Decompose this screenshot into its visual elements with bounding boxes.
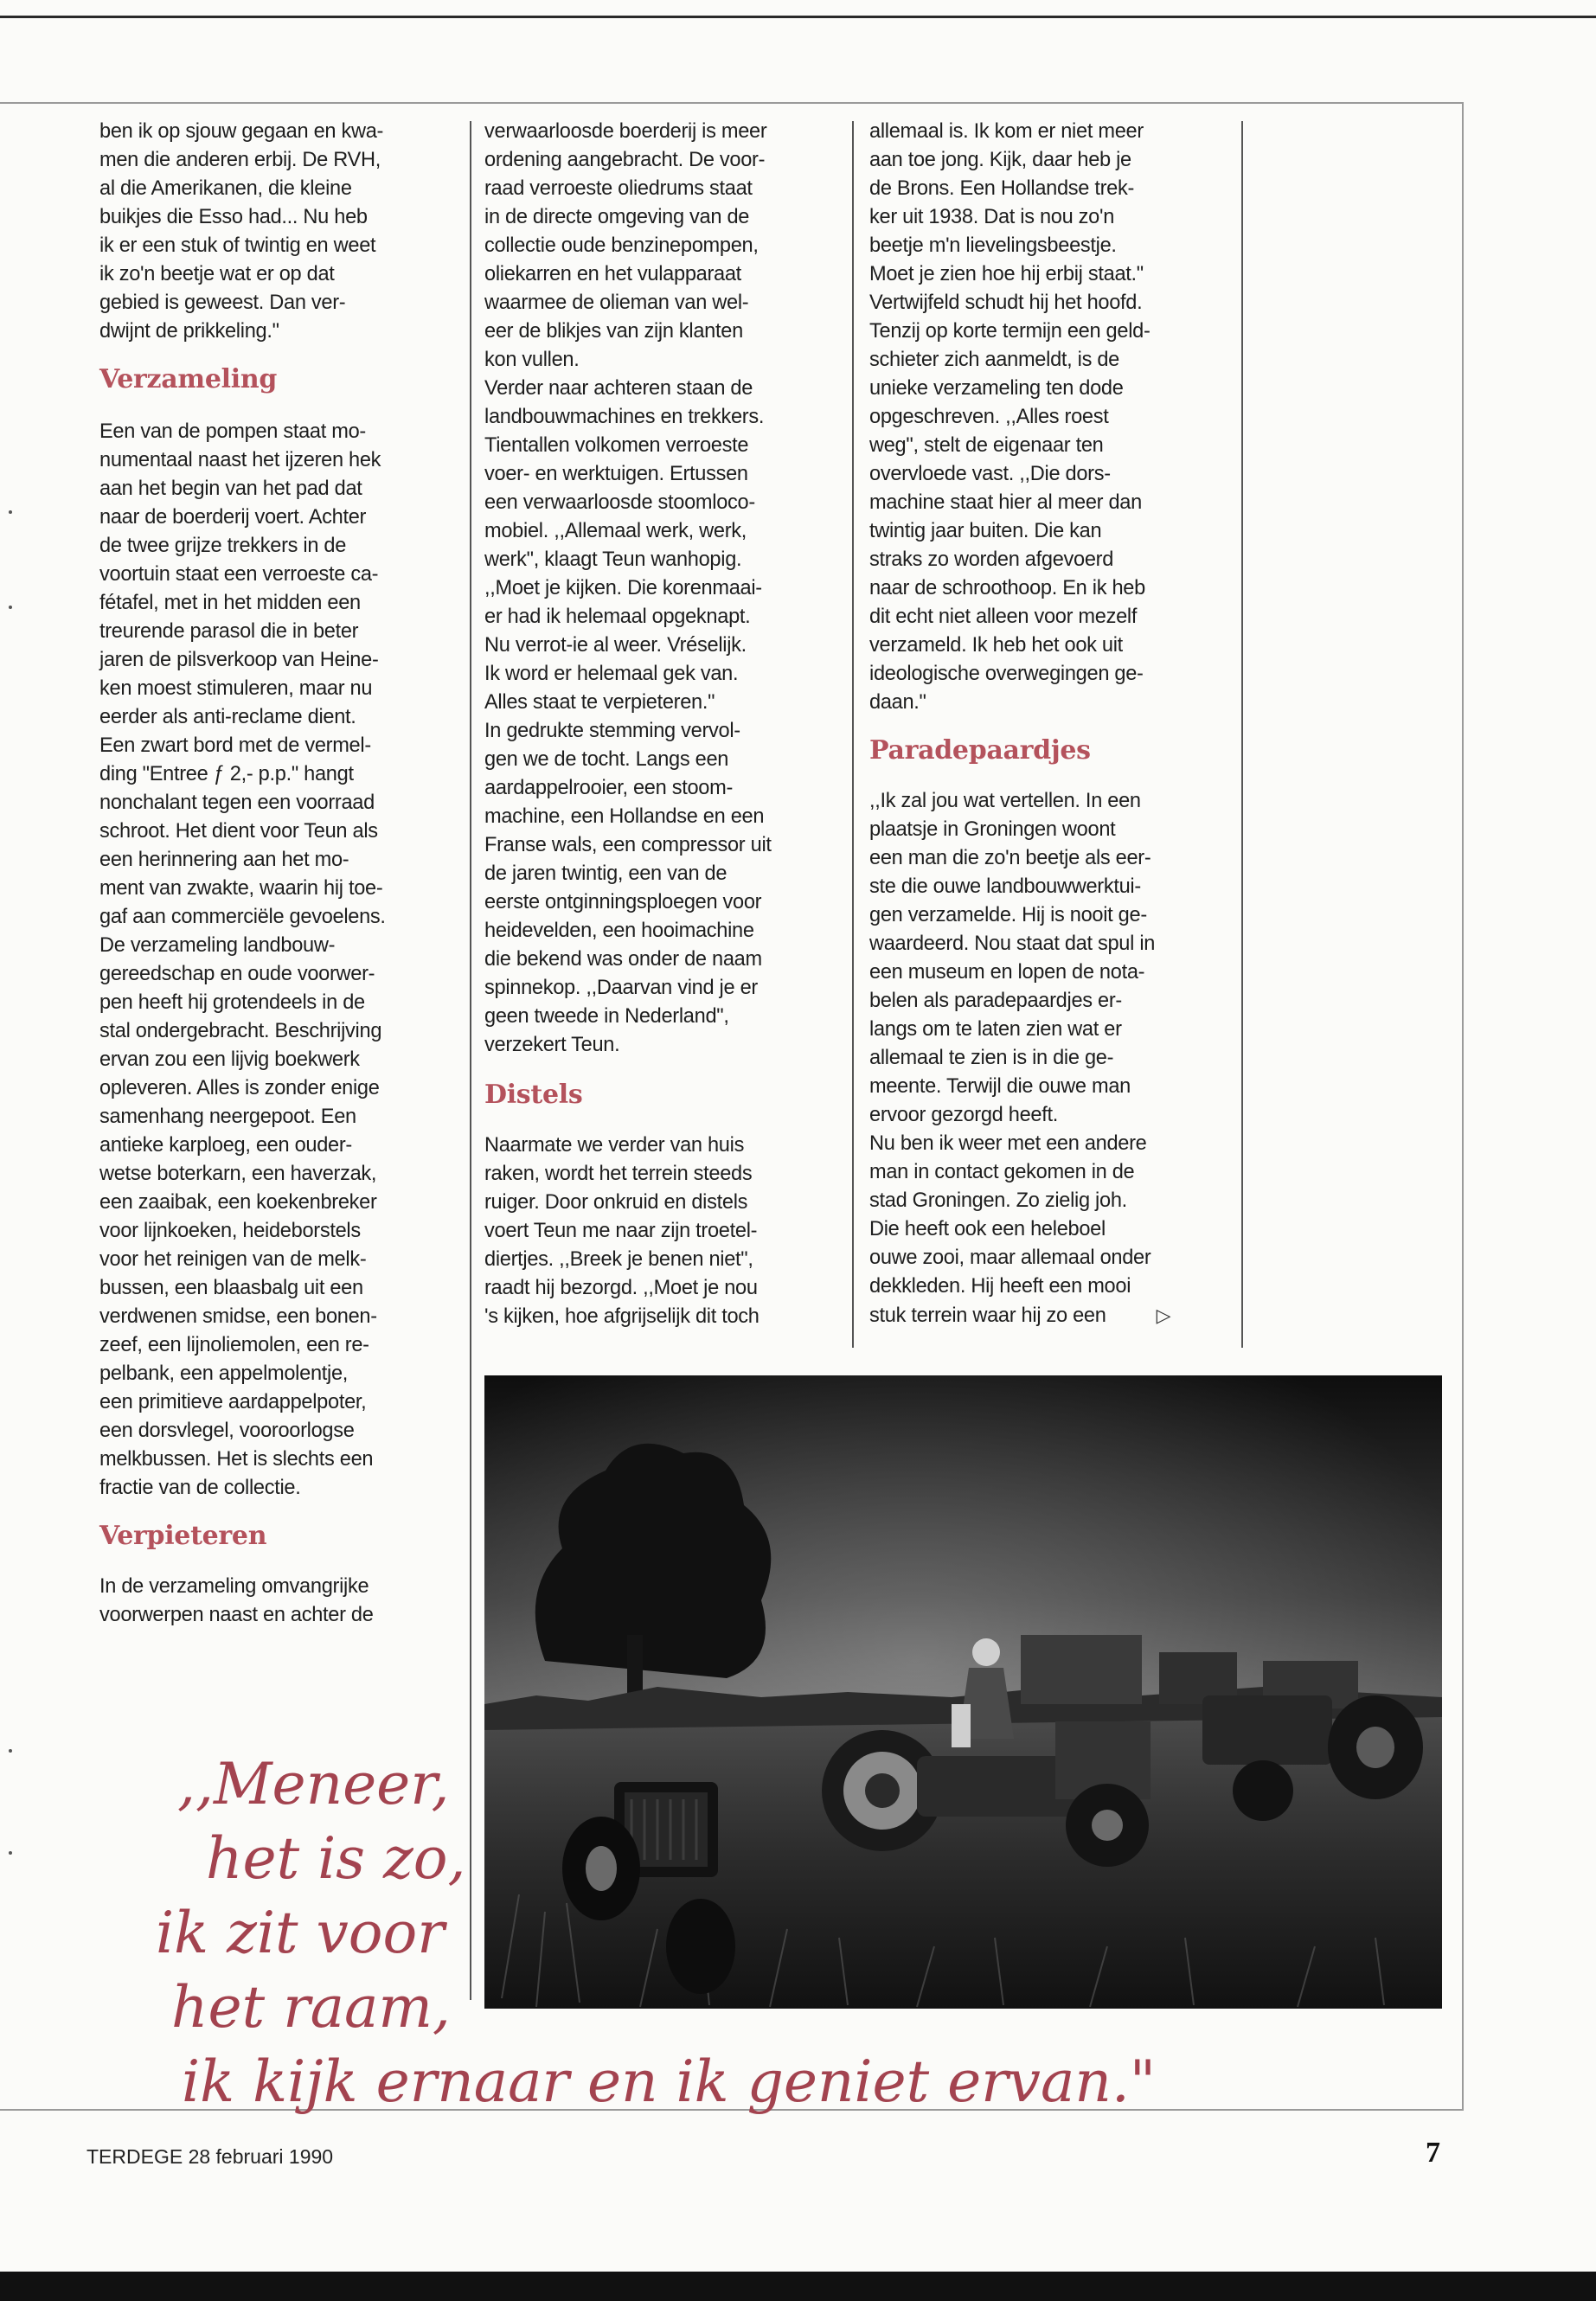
pull-quote-line-3: ik zit voor [156, 1900, 445, 1966]
text-line: ervan zou een lijvig boekwerk [99, 1048, 360, 1071]
text-line: de jaren twintig, een van de [484, 862, 727, 885]
text-line: zeef, een lijnoliemolen, een re- [99, 1334, 369, 1356]
text-line: In gedrukte stemming vervol- [484, 720, 740, 742]
text-line: ouwe zooi, maar allemaal onder [869, 1247, 1151, 1269]
text-line: De verzameling landbouw- [99, 934, 336, 957]
text-line: eer de blikjes van zijn klanten [484, 320, 743, 343]
text-line: Nu verrot-ie al weer. Vréselijk. [484, 634, 747, 657]
continue-arrow-icon: ▷ [1156, 1304, 1171, 1326]
text-line: voor lijnkoeken, heideborstels [99, 1220, 361, 1242]
text-line: beetje m'n lievelingsbeestje. [869, 234, 1117, 257]
text-line: Een zwart bord met de vermel- [99, 734, 371, 757]
text-line: ruiger. Door onkruid en distels [484, 1191, 748, 1214]
text-line: pen heeft hij grotendeels in de [99, 991, 365, 1014]
text-line: raad verroeste oliedrums staat [484, 177, 753, 200]
column-rule-1 [470, 121, 471, 2000]
text-line: een man die zo'n beetje als eer- [869, 847, 1151, 869]
text-line: ordening aangebracht. De voor- [484, 149, 766, 171]
text-line: Verder naar achteren staan de [484, 377, 753, 400]
text-line: ment van zwakte, waarin hij toe- [99, 877, 383, 900]
text-line: diertjes. ,,Breek je benen niet", [484, 1248, 753, 1271]
pull-quote-line-2: het is zo, [206, 1825, 466, 1892]
col1-paragraph-b [99, 418, 463, 1503]
section-heading-verpieteren: Verpieteren [99, 1521, 267, 1551]
text-line: heidevelden, een hooimachine [484, 920, 754, 942]
pull-quote-line-1: ,,Meneer, [177, 1751, 450, 1817]
text-line: een museum en lopen de nota- [869, 961, 1145, 984]
section-heading-verzameling: Verzameling [99, 364, 278, 394]
text-line: meente. Terwijl die ouwe man [869, 1075, 1131, 1098]
text-line: een verwaarloosde stoomloco- [484, 491, 755, 514]
text-line: mobiel. ,,Allemaal werk, werk, [484, 520, 747, 542]
column-2 [484, 118, 843, 1331]
text-line: voor het reinigen van de melk- [99, 1248, 367, 1271]
text-line: gen we de tocht. Langs een [484, 748, 729, 771]
text-line [869, 1301, 1237, 1330]
text-line: verwaarloosde boerderij is meer [484, 120, 767, 143]
text-line: een primitieve aardappelpoter, [99, 1391, 367, 1413]
col3-paragraph-a [869, 118, 1237, 717]
text-line: ideologische overwegingen ge- [869, 663, 1144, 685]
text-line: werk", klaagt Teun wanhopig. [484, 548, 742, 571]
text-line: daan." [869, 691, 926, 714]
text-line: spinnekop. ,,Daarvan vind je er [484, 977, 758, 999]
text-line: Ik word er helemaal gek van. [484, 663, 739, 685]
text-line: gereedschap en oude voorwer- [99, 963, 375, 985]
text-line: treurende parasol die in beter [99, 620, 359, 643]
text-line: naar de schroothoop. En ik heb [869, 577, 1145, 599]
margin-mark [9, 1749, 12, 1753]
text-line: een dorsvlegel, vooroorlogse [99, 1420, 355, 1442]
text-line: allemaal is. Ik kom er niet meer [869, 120, 1144, 143]
text-line: kon vullen. [484, 349, 580, 371]
text-line: gaf aan commerciële gevoelens. [99, 906, 386, 928]
text-line: fétafel, met in het midden een [99, 592, 361, 614]
text-line: Franse wals, een compressor uit [484, 834, 772, 856]
text-line: de twee grijze trekkers in de [99, 535, 347, 557]
text-line: verzekert Teun. [484, 1034, 620, 1056]
text-line: twintig jaar buiten. Die kan [869, 520, 1102, 542]
text-line-last: stuk terrein waar hij zo een [869, 1304, 1106, 1327]
column-1 [99, 118, 463, 1630]
text-line: opgeschreven. ,,Alles roest [869, 406, 1109, 428]
margin-mark [9, 606, 12, 609]
text-line: verdwenen smidse, een bonen- [99, 1305, 377, 1328]
col2-paragraph-a [484, 118, 843, 1060]
text-line: dekkleden. Hij heeft een mooi [869, 1275, 1131, 1298]
tractor-photo-illustration [484, 1375, 1442, 2009]
text-line: aan toe jong. Kijk, daar heb je [869, 149, 1131, 171]
text-line: man in contact gekomen in de [869, 1161, 1135, 1183]
margin-mark [9, 510, 12, 514]
text-line: landbouwmachines en trekkers. [484, 406, 765, 428]
text-line: ,,Moet je kijken. Die korenmaai- [484, 577, 762, 599]
text-line: Nu ben ik weer met een andere [869, 1132, 1147, 1155]
text-line: gebied is geweest. Dan ver- [99, 292, 346, 314]
text-line: ik zo'n beetje wat er op dat [99, 263, 335, 285]
text-line: pelbank, een appelmolentje, [99, 1362, 349, 1385]
text-line: ervoor gezorgd heeft. [869, 1104, 1058, 1126]
text-line: er had ik helemaal opgeknapt. [484, 606, 751, 628]
text-line: ding "Entree ƒ 2,- p.p." hangt [99, 763, 354, 785]
footer-issue-date: TERDEGE 28 februari 1990 [87, 2145, 334, 2168]
text-line: opleveren. Alles is zonder enige [99, 1077, 380, 1099]
col1-paragraph-a [99, 118, 463, 346]
text-line: raadt hij bezorgd. ,,Moet je nou [484, 1277, 758, 1299]
text-line: een zaaibak, een koekenbreker [99, 1191, 377, 1214]
text-line: 's kijken, hoe afgrijselijk dit toch [484, 1305, 760, 1328]
text-line: ken moest stimuleren, maar nu [99, 677, 373, 700]
text-line: aardappelrooier, een stoom- [484, 777, 734, 799]
text-line: collectie oude benzinepompen, [484, 234, 759, 257]
margin-mark [9, 1851, 12, 1855]
text-line: waardeerd. Nou staat dat spul in [869, 933, 1156, 955]
top-rule [0, 16, 1596, 18]
col3-paragraph-b [869, 787, 1237, 1330]
text-line: voorwerpen naast en achter de [99, 1604, 374, 1626]
text-line: Tientallen volkomen verroeste [484, 434, 749, 457]
text-line: stad Groningen. Zo zielig joh. [869, 1189, 1127, 1212]
text-line: belen als paradepaardjes er- [869, 990, 1122, 1012]
text-line: Alles staat te verpieteren." [484, 691, 715, 714]
text-line: eerste ontginningsploegen voor [484, 891, 762, 913]
section-heading-distels: Distels [484, 1080, 583, 1110]
text-line: machine staat hier al meer dan [869, 491, 1142, 514]
text-line: fractie van de collectie. [99, 1477, 301, 1499]
text-line: ,,Ik zal jou wat vertellen. In een [869, 790, 1141, 812]
scan-bottom-edge [0, 2272, 1596, 2301]
text-line: In de verzameling omvangrijke [99, 1575, 369, 1598]
column-rule-2 [852, 121, 854, 1348]
text-line: waarmee de olieman van wel- [484, 292, 749, 314]
text-line: numentaal naast het ijzeren hek [99, 449, 381, 471]
text-line: Vertwijfeld schudt hij het hoofd. [869, 292, 1143, 314]
text-line: samenhang neergepoot. Een [99, 1106, 356, 1128]
text-line: ste die ouwe landbouwwerktui- [869, 875, 1141, 898]
text-line: allemaal te zien is in die ge- [869, 1047, 1114, 1069]
page-number: 7 [1426, 2137, 1440, 2169]
text-line: stal ondergebracht. Beschrijving [99, 1020, 382, 1042]
text-line: gen verzamelde. Hij is nooit ge- [869, 904, 1147, 926]
pull-quote-line-4: het raam, [171, 1974, 451, 2041]
text-line: machine, een Hollandse en een [484, 805, 765, 828]
text-line: weg", stelt de eigenaar ten [869, 434, 1104, 457]
pull-quote-line-5: ik kijk ernaar en ik geniet ervan." [182, 2048, 1157, 2115]
text-line: jaren de pilsverkoop van Heine- [99, 649, 379, 671]
text-line: ik er een stuk of twintig en weet [99, 234, 376, 257]
text-line: dwijnt de prikkeling." [99, 320, 279, 343]
text-line: ker uit 1938. Dat is nou zo'n [869, 206, 1115, 228]
text-line: voer- en werktuigen. Ertussen [484, 463, 748, 485]
text-line: die bekend was onder de naam [484, 948, 762, 971]
text-line: de Brons. Een Hollandse trek- [869, 177, 1135, 200]
text-line: overvloede vast. ,,Die dors- [869, 463, 1111, 485]
text-line: eerder als anti-reclame dient. [99, 706, 356, 728]
text-line: Moet je zien hoe hij erbij staat." [869, 263, 1144, 285]
text-line: straks zo worden afgevoerd [869, 548, 1114, 571]
tractor-photo [484, 1375, 1442, 2009]
col2-paragraph-b [484, 1131, 843, 1331]
column-rule-3 [1241, 121, 1243, 1348]
text-line: buikjes die Esso had... Nu heb [99, 206, 368, 228]
text-line: antieke karploeg, een ouder- [99, 1134, 352, 1157]
text-line: nonchalant tegen een voorraad [99, 792, 375, 814]
text-line: Naarmate we verder van huis [484, 1134, 745, 1157]
text-line: in de directe omgeving van de [484, 206, 750, 228]
text-line: al die Amerikanen, die kleine [99, 177, 352, 200]
text-line: oliekarren en het vulapparaat [484, 263, 741, 285]
text-line: ben ik op sjouw gegaan en kwa- [99, 120, 384, 143]
section-heading-paradepaardjes: Paradepaardjes [869, 735, 1091, 766]
text-line: dit echt niet alleen voor mezelf [869, 606, 1138, 628]
text-line: raken, wordt het terrein steeds [484, 1163, 753, 1185]
column-3 [869, 118, 1237, 1330]
text-line: wetse boterkarn, een haverzak, [99, 1163, 377, 1185]
text-line: schieter zich aanmeldt, is de [869, 349, 1119, 371]
text-line: Tenzij op korte termijn een geld- [869, 320, 1151, 343]
text-line: Die heeft ook een heleboel [869, 1218, 1106, 1240]
text-line: langs om te laten zien wat er [869, 1018, 1122, 1041]
text-line: unieke verzameling ten dode [869, 377, 1124, 400]
text-line: plaatsje in Groningen woont [869, 818, 1116, 841]
text-line: melkbussen. Het is slechts een [99, 1448, 374, 1471]
text-line: men die anderen erbij. De RVH, [99, 149, 381, 171]
text-line: bussen, een blaasbalg uit een [99, 1277, 363, 1299]
text-line: verzameld. Ik heb het ook uit [869, 634, 1123, 657]
text-line: naar de boerderij voert. Achter [99, 506, 367, 529]
text-line: aan het begin van het pad dat [99, 478, 362, 500]
text-line: voortuin staat een verroeste ca- [99, 563, 379, 586]
text-line: een herinnering aan het mo- [99, 849, 349, 871]
text-line: voert Teun me naar zijn troetel- [484, 1220, 758, 1242]
text-line: Een van de pompen staat mo- [99, 420, 366, 443]
col1-paragraph-c [99, 1573, 463, 1630]
text-line: schroot. Het dient voor Teun als [99, 820, 378, 843]
text-line: geen tweede in Nederland", [484, 1005, 729, 1028]
